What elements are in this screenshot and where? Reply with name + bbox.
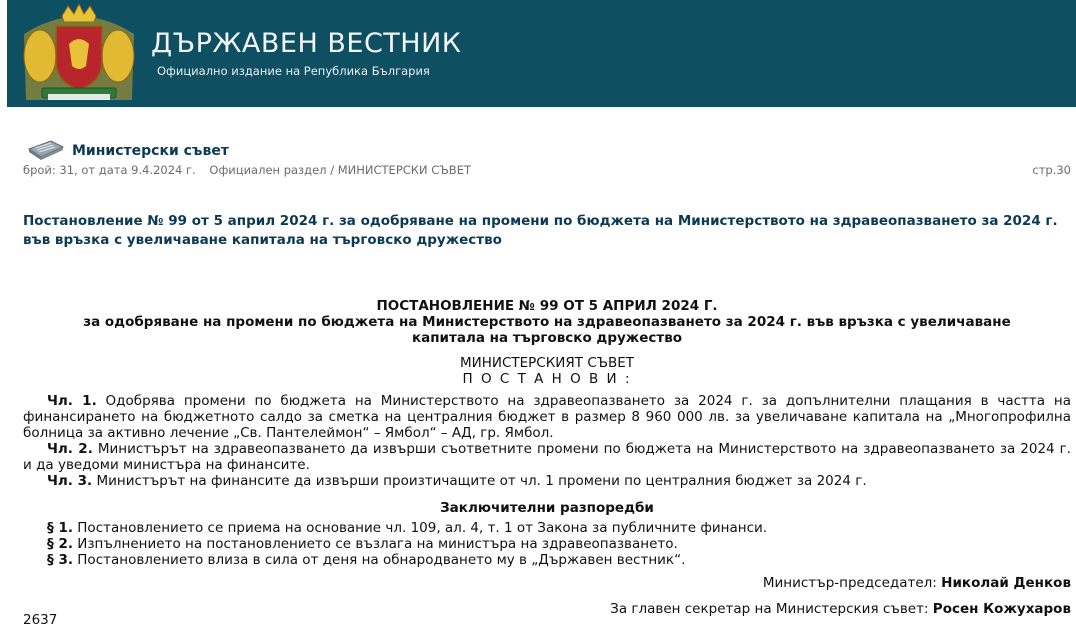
section-title[interactable]: Министерски съвет [72,143,229,159]
final-provision-1 [23,520,1071,536]
article-label: Чл. 3. [47,473,93,489]
breadcrumb: Официален раздел / МИНИСТЕРСКИ СЪВЕТ [209,163,471,177]
document-title: ПОСТАНОВЛЕНИЕ № 99 ОТ 5 АПРИЛ 2024 Г. [376,298,718,314]
article-text: Министърът на здравеопазването да извърши съответните промени по бюджета на Министерството на здравеопазването за 2024 г. и да уведоми министъра на финансите. [23,441,1072,473]
document-subtitle: за одобряване на промени по бюджета на Министерството на здравеопазването за 2024 г. във връзка с увеличаване капитала на търговско дружество [83,314,1011,346]
coat-of-arms-icon [14,4,144,104]
signature-prime-minister [23,575,1071,591]
final-provisions-heading: Заключителни разпоредби [440,500,654,516]
signature-secretary [23,601,1071,617]
signature-name: Николай Денков [941,575,1071,591]
provision-label: § 3. [47,552,73,568]
publication-number: 2637 [23,612,58,628]
article-3 [23,473,1071,489]
article-1 [23,393,1071,441]
issue-info: брой: 31, от дата 9.4.2024 г. [23,163,196,177]
issue-meta [23,163,1071,177]
article-label: Чл. 1. [47,393,97,409]
signature-role: Министър-председател: [762,575,937,591]
site-title[interactable]: ДЪРЖАВЕН ВЕСТНИК [151,28,462,59]
provision-text: Постановлението влиза в сила от деня на обнародването му в „Държавен вестник“. [77,552,686,568]
site-subtitle: Официално издание на Република България [157,64,430,78]
article-2 [23,441,1071,473]
council-label: МИНИСТЕРСКИЯТ СЪВЕТ [459,355,635,371]
provision-text: Изпълнението на постановлението се възлага на министъра на здравеопазването. [77,536,678,552]
document-body [23,298,1071,617]
page-number: стр.30 [1032,163,1071,177]
article-label: Чл. 2. [47,441,93,457]
document-heading: Постановление № 99 от 5 април 2024 г. за одобряване на промени по бюджета на Министерството на здравеопазването за 2024 г. във връзка с увеличаване капитала на търговско дружество [23,213,1058,248]
resolves-label: П О С Т А Н О В И : [462,371,632,387]
provision-text: Постановлението се приема на основание чл. 109, ал. 4, т. 1 от Закона за публичните финанси. [77,520,768,536]
provision-label: § 2. [47,536,73,552]
header-banner [7,0,1076,107]
signature-name: Росен Кожухаров [932,601,1071,617]
final-provision-3 [23,552,1071,568]
signature-role: За главен секретар на Министерския съвет: [610,601,929,617]
article-text: Одобрява промени по бюджета на Министерството на здравеопазването за 2024 г. за допълнителни плащания в частта на финансирането на бюджетното салдо за сметка на централния бюджет в размер 8 960 000 лв. за увеличаване капитала на „Многопрофилна болница за активно лечение „Св. Пантелеймон“ – Ямбол“ – АД, гр. Ямбол. [23,393,1071,441]
provision-label: § 1. [47,520,73,536]
final-provision-2 [23,536,1071,552]
article-text: Министърът на финансите да извърши произтичащите от чл. 1 промени по централния бюджет за 2024 г. [96,473,867,489]
newspaper-icon [25,137,65,161]
